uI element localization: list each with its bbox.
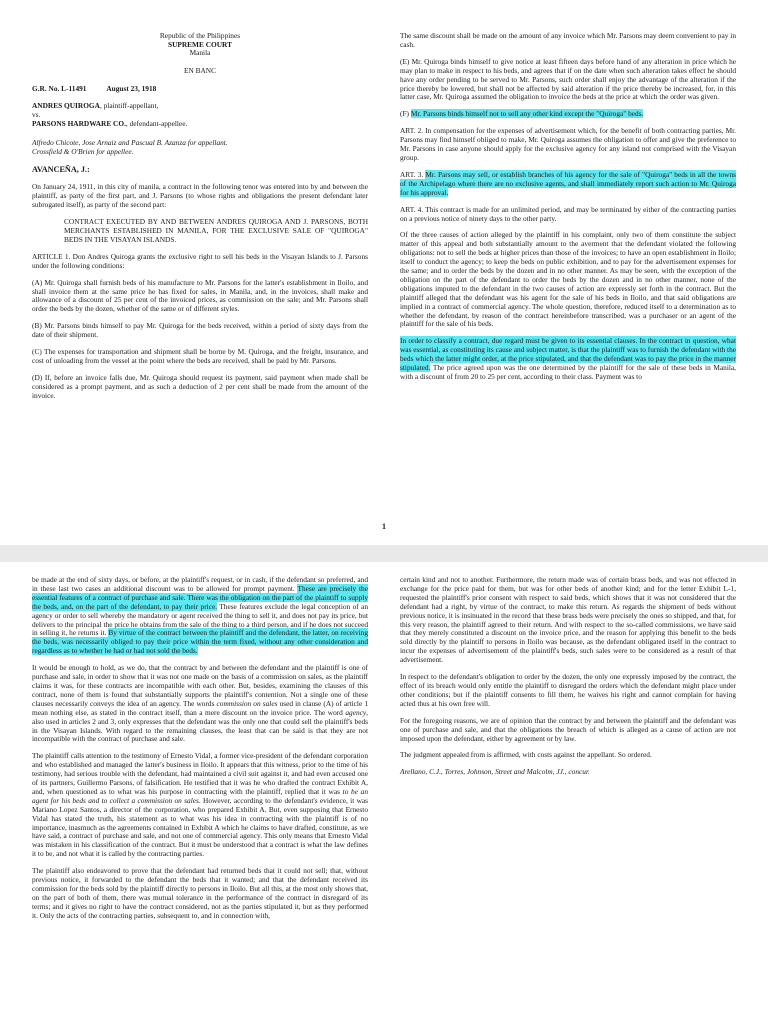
causes-of-action: Of the three causes of action alleged by the plaintiff in his complaint, only two of them constitute the subject matter of this appeal and both substantially amount to the averment that the defendant violated the following obligations: not to sell the beds at higher prices than those of the invoices; to have an open establishment in Iloilo; itself to conduct the agency; to keep the beds on public exhibition, and to pay for the advertisement expenses for the same; and to order the beds by the dozen and in no other manner. As may be seen, with the exception of the obligation on the part of the defendant to order the beds by the dozen and in no other manner, none of the obligations imputed to the defendant in the two causes of action are expressly set forth in the contract. But the plaintiff alleged that the defendant was his agent for the sale of his beds in Iloilo, and that said obligations are implied in a contract of commercial agency. The whole question, therefore, reduced itself to a determination as to whether the defendant, by reason of the contract hereinbefore transcribed, was a purchaser or an agent of the plaintiff for the sale of his beds. xyxy=(400,230,736,329)
classification-rest: The price agreed upon was the one determined by the plaintiff for the sale of these beds in Manila, with a discount of from 20 to 25 per cent, according to their class. Payment was to xyxy=(400,363,736,381)
page-number: 1 xyxy=(382,522,386,531)
gr-number: G.R. No. L-11491 xyxy=(32,84,87,93)
page1-left-column xyxy=(32,32,368,409)
clause-d: (D) If, before an invoice falls due, Mr. Quiroga should request its payment, said payment when made shall be considered as a prompt payment, and as such a deduction of 2 per cent shall be made from the amount of the invoice. xyxy=(32,372,368,400)
plaintiff-line xyxy=(32,102,368,111)
commission-text-c: , also used in articles 2 and 3, only expresses that the defendant was the only one that could sell the plaintiff's beds in the Visayan Islands. With regard to the remaining clauses, the least that can be said is that they are not incompatible with the contract of purchase and sale. xyxy=(32,707,368,744)
contract-title: CONTRACT EXECUTED BY AND BETWEEN ANDRES QUIROGA AND J. PARSONS, BOTH MERCHANTS ESTABLISHED IN MANILA, FOR THE EXCLUSIVE SALE OF "QUIROGA" BEDS IN THE VISAYAN ISLANDS. xyxy=(64,217,368,244)
purchase-sale-highlight-1: These are precisely the essential features of a contract of purchase and sale. There was the obligation on the part of the plaintiff to supply the beds, and, on the part of the defendant, to pay their price. xyxy=(32,583,368,611)
concurrence-line: Arellano, C.J., Torres, Johnson, Street and Malcolm, JJ., concur. xyxy=(400,767,590,777)
vidal-quote: to be an agent for his beds and to collect a commission on sales xyxy=(32,786,368,805)
judgment-line: The judgment appealed from is affirmed, with costs against the appellant. So ordered. xyxy=(400,750,652,760)
intro-paragraph: On January 24, 1911, in this city of manila, a contract in the following tenor was entered into by and between the plaintiff, as party of the first part, and J. Parsons (to whose rights and obligations the present defendant later subrogated itself), as party of the second part: xyxy=(32,182,368,210)
decision-date: August 23, 1918 xyxy=(106,84,157,93)
clause-b: (B) Mr. Parsons binds himself to pay Mr. Quiroga for the beds received, within a period of sixty days from the date of their shipment. xyxy=(32,321,368,340)
division-line: EN BANC xyxy=(183,65,217,75)
plaintiff-name: ANDRES QUIROGA xyxy=(32,100,100,110)
article-3-highlight: Mr. Parsons may sell, or establish branches of his agency for the sale of "Quiroga" beds in all the towns of the Archipelago where there are no exclusive agents, and shall immediately report such action to Mr. Quiroga for his approval. xyxy=(400,169,736,197)
defendant-name: PARSONS HARDWARE CO. xyxy=(32,118,126,128)
court-name: SUPREME COURT xyxy=(167,39,232,49)
case-number-line xyxy=(32,85,368,94)
page-separator xyxy=(0,545,768,562)
clause-c: (C) The expenses for transportation and shipment shall be borne by M. Quiroga, and the freight, insurance, and cost of unloading from the vessel at the point where the beds are received, shall be paid by Mr. Parsons. xyxy=(32,347,368,365)
cash-discount-paragraph: The same discount shall be made on the amount of any invoice which Mr. Parsons may deem convenient to pay in cash. xyxy=(400,31,736,49)
classification-highlight: In order to classify a contract, due regard must be given to its essential clauses. In the contract in question, what was essential, as constituting its cause and subject matter, is that the plaintiff was to furnish the defendant with the beds which the latter might order, at the price stipulated, and that the defendant was to pay the price in the manner stipulated. xyxy=(400,336,736,373)
clause-f-prefix: (F) xyxy=(400,109,411,119)
vidal-text-a: The plaintiff calls attention to the testimony of Ernesto Vidal, a former vice-president of the defendant corporation and who established and managed the latter's business in Iloilo. It appears that this witness, prior to the time of his testimony, had serious trouble with the defendant, had maintained a civil suit against it, and had even accused one of its partners, Guillermo Parsons, of falsification. He testified that it was he who drafted the contract Exhibit A, and, when questioned as to what was his purpose in contracting with the plaintiff, replied that it was xyxy=(32,751,368,796)
court-header xyxy=(32,32,368,75)
article-2: ART. 2. In compensation for the expenses of advertisement which, for the benefit of both contracting parties, Mr. Parsons may find himself obliged to make, Mr. Quiroga assumes the obligation to offer and give the preference to Mr. Parsons in case anyone should apply for the exclusive agency for any island not comprised with the Visayan group. xyxy=(400,126,736,162)
commission-text-b: used in clause (A) of article 1 mean nothing else, as stated in the contract itself, than a mere discount on the invoice price. The word xyxy=(32,698,368,717)
tolerance-paragraph: The plaintiff also endeavored to prove that the defendant had returned beds that it could not sell; that, without previous notice, it forwarded to the defendant the beds that it wanted; and that the defendant received its commission for the beds sold by the plaintiff directly to persons in Iloilo. But all this, at the most only shows that, on the part of both of them, there was mutual tolerance in the performance of the contract in disregard of its terms; and it gives no right to have the contract considered, not as the parties stipulated it, but as they performed it. Only the acts of the contracting parties, subsequent to, and in connection with, xyxy=(32,866,368,920)
commission-term: commission on sales xyxy=(216,698,278,708)
versus: vs. xyxy=(32,109,41,119)
conclusion-paragraph: For the foregoing reasons, we are of opinion that the contract by and between the plaintiff and the defendant was one of purchase and sale, and that the obligations the breach of which is alleged as a cause of action are not imposed upon the defendant, either by agreement or by law. xyxy=(400,715,736,743)
page-2 xyxy=(0,562,768,1024)
counsel-block xyxy=(32,139,368,157)
defendant-role: , defendant-appellee. xyxy=(125,118,188,128)
brass-beds-paragraph: certain kind and not to another. Furthermore, the return made was of certain brass beds, and was not effected in exchange for the price paid for them, but was for other beds of another kind; and for the letter Exhibit L-1, requested the plaintiff's prior consent with respect to said beds, which shows that it was not considered that the defendant had a right, by virtue of the contract, to make this return. As regards the shipment of beds without previous notice, it is insinuated in the record that these brass beds were precisely the ones so shipped, and that, for this very reason, the plaintiff agreed to their return. And with respect to the so-called commissions, we have said that they merely constituted a discount on the invoice price, and the reason for applying this benefit to the beds sold directly by the plaintiff to persons in Iloilo was because, as the defendant obligated itself in the contract to incur the expenses of advertisement of the plaintiff's beds, such sales were to be considered as a result of that advertisement. xyxy=(400,575,736,665)
article-3-prefix: ART. 3. xyxy=(400,169,426,179)
agency-term: agency xyxy=(345,707,367,717)
purchase-sale-highlight-2: By virtue of the contract between the plaintiff and the defendant, the latter, on receiving the beds, was necessarily obliged to pay their price within the term fixed, without any other consideration and regardless as to whether he had or had not sold the beds. xyxy=(32,628,368,656)
page2-right-column xyxy=(400,576,736,785)
vidal-paragraph xyxy=(32,752,368,859)
city-line: Manila xyxy=(189,48,211,57)
clause-a: (A) Mr. Quiroga shall furnish beds of his manufacture to Mr. Parsons for the latter's establishment in Iloilo, and shall invoice them at the same price he has fixed for sales, in Manila, and, in the invoices, shall make and allowance of a discount of 25 per cent of the invoiced prices, as commission on the sale; and Mr. Parsons shall order the beds by the dozen, whether of the same or of different styles. xyxy=(32,277,368,314)
clause-f-highlight: Mr. Parsons binds himself not to sell any other kind except the "Quiroga" beds. xyxy=(410,109,644,119)
purchase-sale-b: These features exclude the legal conception of an agency or order to sell whereby the mandatory or agent received the thing to sell it, and does not pay its price, but delivers to the principal the price he obtains from the sale of the thing to a third person, and if he does not succeed in selling it, he returns it. xyxy=(32,601,368,638)
plaintiff-role: , plaintiff-appellant, xyxy=(99,100,159,110)
parties xyxy=(32,102,368,129)
purchase-sale-a: be made at the end of sixty days, or before, at the plaintiff's request, or in cash, if the defendant so preferred, and in these last two cases an additional discount was to be allowed for prompt payment. xyxy=(32,575,368,593)
defendant-line xyxy=(32,120,368,129)
clause-f xyxy=(400,110,736,119)
clause-e: (E) Mr. Quiroga binds himself to give notice at least fifteen days before hand of any alteration in price which he may plan to make in respect to his beds, and agrees that if on the date when such alteration takes effect he should have any order pending to be served to Mr. Parsons, such order shall enjoy the advantage of the alteration if the price thereby be lowered, but shall not be affected by said alteration if the price thereby be increased, for, in this latter case, Mr. Quiroga assumed the obligation to invoice the beds at the price at which the order was given. xyxy=(400,56,736,102)
article-1: ARTICLE 1. Don Andres Quiroga grants the exclusive right to sell his beds in the Visayan Islands to J. Parsons under the following conditions: xyxy=(32,251,368,270)
dozen-order-paragraph: In respect to the defendant's obligation to order by the dozen, the only one expressly imposed by the contract, the effect of its breach would only entitle the plaintiff to disregard the orders which the defendant might place under other conditions; but if the plaintiff consents to fill them, he waives his right and cannot complain for having acted thus at his own free will. xyxy=(400,672,736,708)
counsel-appellee: Crossfield & O'Brien for appellee. xyxy=(32,146,134,156)
purchase-sale-paragraph xyxy=(32,576,368,656)
page1-right-column xyxy=(400,32,736,390)
classification-paragraph xyxy=(400,337,736,382)
page2-left-column xyxy=(32,576,368,929)
article-3 xyxy=(400,171,736,198)
commission-paragraph xyxy=(32,664,368,744)
republic-line: Republic of the Philippines xyxy=(159,31,241,40)
vidal-text-b: . However, according to the defendant's evidence, it was Mariano Lopez Santos, a director of the corporation, who prepared Exhibit A. But, even supposing that Ernesto Vidal has stated the truth, his statement as to what was his idea in contracting with the plaintiff is of no importance, inasmuch as the agreements contained in Exhibit A which he claims to have drafted, constitute, as we have said, a contract of purchase and sale, and not one of commercial agency. This only means that Ernesto Vidal was mistaken in his classification of the contract. But it must be understood that a contract is what the law defines it to be, and not what it is called by the contracting parties. xyxy=(32,795,368,859)
article-4: ART. 4. This contract is made for an unlimited period, and may be terminated by either of the contracting parties on a previous notice of ninety days to the other party. xyxy=(400,204,736,223)
commission-text-a: It would be enough to hold, as we do, that the contract by and between the defendant and the plaintiff is one of purchase and sale, in order to show that it was not one made on the basis of a commission on sales, as the plaintiff claims it was, for these contracts are incompatible with each other. But, besides, examining the clauses of this contract, none of them is found that substantially supports the plaintiff's contention. Not a single one of these clauses necessarily conveys the idea of an agency. The words xyxy=(32,663,368,708)
counsel-appellant: Alfredo Chicote, Jose Arnaiz and Pascual B. Azanza for appellant. xyxy=(32,137,228,147)
ponente: AVANCEÑA, J.: xyxy=(32,165,90,175)
